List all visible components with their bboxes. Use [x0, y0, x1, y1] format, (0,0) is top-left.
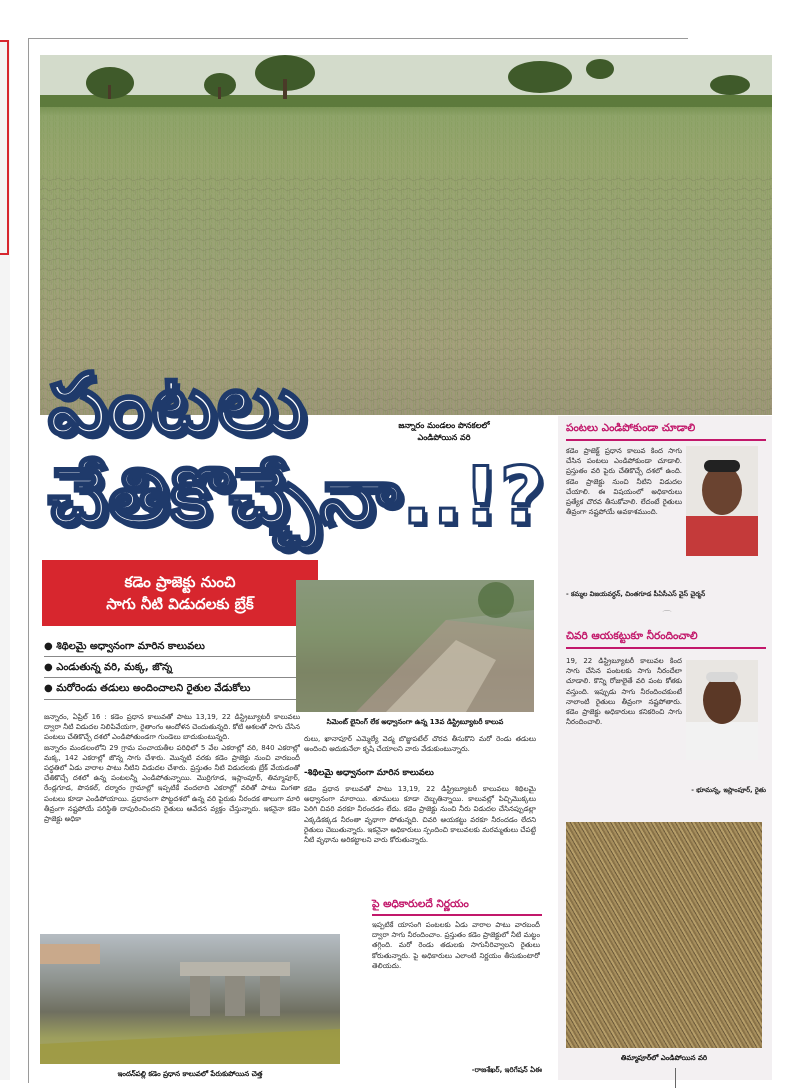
dry-photo-caption: తిమ్మాపూర్‌లో ఎండిపోయిన వరి: [620, 1054, 708, 1062]
page-edge-red-frame: [0, 40, 9, 255]
article-left-column: [44, 712, 300, 928]
bullet-divider: [44, 656, 300, 657]
dry-paddy-photo: [566, 822, 762, 1048]
bridge-canal-photo: [40, 934, 340, 1064]
page-top-rule: [28, 38, 688, 39]
farmer-portrait-1: [686, 446, 758, 556]
article-middle-paragraph-2: కడెం ప్రధాన కాలువతో పాటు 13,19, 22 డిస్ట్రిబ్యూటరీ కాలువలు శిథిలమై అధ్వానంగా మారాయి. తూములు కూడా దెబ్బతిన్నాయి. కాలువల్లో పిచ్చిమొక్కలు పెరిగి చివరి వరకూ నీరందడం లేదు. కడెం ప్రాజెక్టు నుంచి నీరు విడుదల చేసినప్పుడల్లా ఎక్కడికక్కడ నీరంతా వృథాగా పోతున్నది. చివరి ఆయకట్టు వరకూ నీరందడం లేదని రైతులు చెబుతున్నారు. ఇకనైనా అధికారులు స్పందించి కాలువలకు మరమ్మతులు చేపట్టి నీటి వృథాను అరికట్టాలని వారు కోరుతున్నారు.: [304, 785, 536, 845]
officials-box-heading: పై అధికారులదే నిర్ణయం: [372, 898, 469, 910]
divider-ornament-icon: ⌒: [662, 611, 672, 621]
article-subhead: -శిథిలమై అధ్వానంగా మారిన కాలువలు: [304, 768, 434, 778]
bullet-point-1: ● శిథిలమై అధ్వానంగా మారిన కాలువలు: [44, 640, 300, 654]
side-box-1-attribution: - కమ్మల విజయవర్ధన్, చింతగూడ పీఏసీఎస్ వైస్ చైర్మన్: [566, 590, 706, 598]
officials-box-text: ఇప్పటికే యాసంగి పంటలకు ఏడు వారాల పాటు వారబందీ ద్వారా సాగు నీరందించాం. ప్రస్తుతం కడెం ప్రాజెక్టులో నీటి మట్టం తగ్గింది. మరో రెండు తడులకు సాగునీరివ్వాలని రైతులు కోరుతున్నారు. పై అధికారులు ఎలాంటి నిర్ణయం తీసుకుంటారో తెలియదు.: [372, 921, 540, 970]
bullet-divider: [44, 677, 300, 678]
side-box-2-heading: చివరి ఆయకట్టుకూ నీరందించాలి: [566, 630, 698, 642]
side-box-1-text: కడెం ప్రాజెక్ట్ ప్రధాన కాలువ కింద సాగు చేసిన పంటలు ఎండిపోకుండా చూడాలి. ప్రస్తుతం వరి పైరు చేతికొచ్చే దశలో ఉంది. కడెం ప్రాజెక్టు నుంచి నీటిని విడుదల చేయాలి. ఈ విషయంలో అధికారులు ప్రత్యేక చొరవ తీసుకోవాలి. లేదంటే రైతులు తీవ్రంగా నష్టపోయే అవకాశముంది.: [566, 447, 682, 517]
side-box-1-heading: పంటలు ఎండిపోకుండా చూడాలి: [566, 422, 696, 434]
bridge-photo-caption: ఇందన్‌పల్లి కడెం ప్రధాన కాలువలో పేరుకుపోయిన చెత్త: [117, 1070, 263, 1078]
bullet-point-2: ● ఎండుతున్న వరి, మక్క, జొన్న: [44, 661, 300, 675]
article-middle-paragraph-1: రులు, ఖానాపూర్ ఎమ్మెల్యే వెడ్మ బొజ్జుపటేల్ చొరవ తీసుకొని మరో రెండు తడులు అందించి ఆదుకునేలా కృషి చేయాలని వారు వేడుకుంటున్నారు.: [304, 735, 536, 754]
officials-attribution: -రాజశేఖర్, ఇరిగేషన్ ఏఈ: [471, 1066, 542, 1074]
headline-line-1: పంటలు: [48, 355, 307, 453]
side-box-2-text: 19, 22 డిస్ట్రిబ్యూటరీ కాలువల కింద సాగు చేసిన పంటలకు సాగు నీరందేలా చూడాలి. కొన్ని రోజులైతే వరి పంట కోతకు వస్తుంది. ఇప్పుడు సాగు నీరందించకుంటే నాలాంటి రైతులు తీవ్రంగా నష్టపోతారు. కడెం ప్రాజెక్టు అధికారులు కనికరించి సాగు నీరందించాలి.: [566, 657, 682, 727]
canal-photo: [296, 580, 534, 712]
headline-line-2: చేతికొచ్చేనా..!?: [48, 452, 546, 542]
officials-heading-rule: [372, 914, 542, 916]
side-box-2-rule: [566, 647, 766, 649]
canal-photo-caption: సిమెంట్ లైనింగ్ లేక అధ్వానంగా ఉన్న 13వ డిస్ట్రిబ్యూటరీ కాలువ: [326, 718, 504, 726]
side-box-1-rule: [566, 439, 766, 441]
bullet-point-3: ● మరోరెండు తడులు అందించాలని రైతుల వేడుకోలు: [44, 682, 300, 696]
main-photo-caption: [384, 420, 504, 444]
banner-line-1: కడెం ప్రాజెక్టు నుంచి: [124, 573, 236, 591]
article-paragraph: జన్నారం మండలంలోని 29 గ్రామ పంచాయతీల పరిధిలో 5 వేల ఎకరాల్లో వరి, 840 ఎకరాల్లో మక్క, 142 ఎకరాల్లో జొన్న సాగు చేశారు. మొన్నటి వరకు కడెం ప్రాజెక్టు నుంచి వారబందీ పద్ధతిలో ఏడు వారాల పాటు నీటిని విడుదల చేశారు. ప్రస్తుతం నీటి విడుదలకు బ్రేక్ వేయడంతో చేతికొచ్చే దశలో ఉన్న పంటలన్నీ ఎండిపోతున్నాయి. మొర్రిగూడ, ఇస్లాంపూర్, తిమ్మాపూర్, రేండ్లగూడ, పొనకల్, దర్మారం గ్రామాల్లో ఇప్పటికే వందలాది ఎకరాల్లో వరితో పాటు మిగతా పంటలు కూడా ఎండిపోయాయి. ప్రధానంగా పొట్టదశలో ఉన్న వరి పైరుకు నీరందక తాలుగా మారి తీవ్రంగా నష్టపోయే పరిస్థితి దాపురించిందని రైతులు ఆవేదన వ్యక్తం చేస్తున్నారు. ఇకనైనా కడెం ప్రాజెక్టు అధికా: [44, 743, 300, 824]
main-photo-caption-line-2: ఎండిపోయిన వరి: [417, 433, 471, 442]
subheadline-banner: [42, 560, 318, 626]
column-rule: [675, 1068, 676, 1088]
farmer-portrait-2: [686, 660, 758, 760]
page-left-rule: [28, 38, 29, 1083]
banner-line-2: సాగు నీటి విడుదలకు బ్రేక్: [106, 595, 254, 613]
bullet-divider: [44, 699, 300, 700]
article-paragraph: జన్నారం, ఏప్రిల్ 16 : కడెం ప్రధాన కాలువతో పాటు 13,19, 22 డిస్ట్రిబ్యూటరీ కాలువలు ద్వారా నీటి విడుదల నిలిపివేయగా, రైతాంగం ఆందోళన చెందుతున్నది. కోటి ఆశలతో సాగు చేసిన పంటలు చేతికొచ్చే దశలో ఎండిపోతుండగా గుండెలు బాదుకుంటున్నది.: [44, 713, 300, 742]
main-photo-caption-line-1: జన్నారం మండలం పొనకలలో: [398, 421, 490, 430]
side-box-2-attribution: - భూమన్న, ఇస్లాంపూర్, రైతు: [691, 786, 766, 794]
